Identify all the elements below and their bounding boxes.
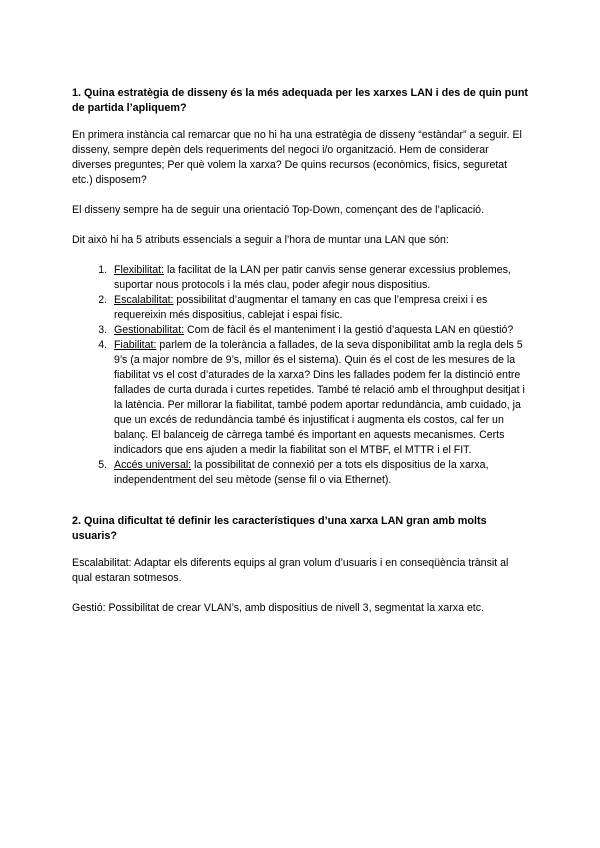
section-2-paragraph-2: Gestió: Possibilitat de crear VLAN’s, amb dispositius de nivell 3, segmentat la xarxa etc. — [72, 602, 484, 614]
list-item-term: Flexibilitat: — [114, 264, 165, 276]
list-item — [110, 458, 530, 488]
list-item-term: Accés universal: — [114, 459, 192, 471]
list-item-text: la possibilitat de connexió per a tots els dispositius de la xarxa, independentment del seu mètode (sense fil o via Ethernet). — [114, 459, 489, 486]
section-1-heading: 1. Quina estratègia de disseny és la més adequada per les xarxes LAN i des de quin punt de partida l’apliquem? — [72, 87, 529, 114]
section-2-heading: 2. Quina dificultat té definir les característiques d’una xarxa LAN gran amb molts usuaris? — [72, 515, 487, 542]
list-item — [110, 338, 530, 458]
list-item-text: possibilitat d’augmentar el tamany en cas que l’empresa creixi i es requereixin més dispositius, cablejat i espai físic. — [114, 294, 488, 321]
list-item-term: Escalabilitat: — [114, 294, 174, 306]
list-item-text: Com de fàcil és el manteniment i la gestió d’aquesta LAN en qüestió? — [184, 324, 514, 336]
section-1-paragraph-1: En primera instància cal remarcar que no hi ha una estratègia de disseny “estàndar” a seguir. El disseny, sempre depèn dels requeriments del negoci i/o organització. Hem de considerar diverses preguntes; Per què volem la xarxa? De quins recursos (econòmics, físics, seguretat etc.) disposem? — [72, 129, 522, 186]
list-item — [110, 293, 530, 323]
list-item — [110, 263, 530, 293]
section-1-paragraph-2: El disseny sempre ha de seguir una orientació Top-Down, començant des de l’aplicació. — [72, 204, 485, 216]
list-item-text: parlem de la tolerància a fallades, de la seva disponibilitat amb la regla dels 5 9’s (a major nombre de 9’s, millor és el sistema). Quin és el cost de les mesures de la fiabilitat vs el cost d’aturades de la xarxa? Dins les fallades podem fer la distinció entre fallades de curta durada i curtes repetides. També té relació amb el throughput desitjat i la latència. Per millorar la fiabilitat, també podem aportar redundància, amb cuidado, ja que un excés de redundància també és injustificat i augmenta els costos, cal fer un balanç. El balanceig de càrrega també és important en aquests mecanismes. Certs indicadors que ens ajuden a medir la fiabilitat son el MTBF, el MTTR i el FIT. — [114, 339, 525, 456]
list-item-term: Gestionabilitat: — [114, 324, 185, 336]
list-item — [110, 323, 530, 338]
section-1-paragraph-3: Dit això hi ha 5 atributs essencials a seguir a l’hora de muntar una LAN que són: — [72, 234, 449, 246]
list-item-term: Fiabilitat: — [114, 339, 157, 351]
attributes-list — [72, 263, 530, 488]
section-2-paragraph-1: Escalabilitat: Adaptar els diferents equips al gran volum d’usuaris i en conseqüència trànsit al qual estaran sotmesos. — [72, 557, 509, 584]
list-item-text: la facilitat de la LAN per patir canvis sense generar excessius problemes, suportar nous protocols i la més clau, poder afegir nous dispositius. — [114, 264, 511, 291]
